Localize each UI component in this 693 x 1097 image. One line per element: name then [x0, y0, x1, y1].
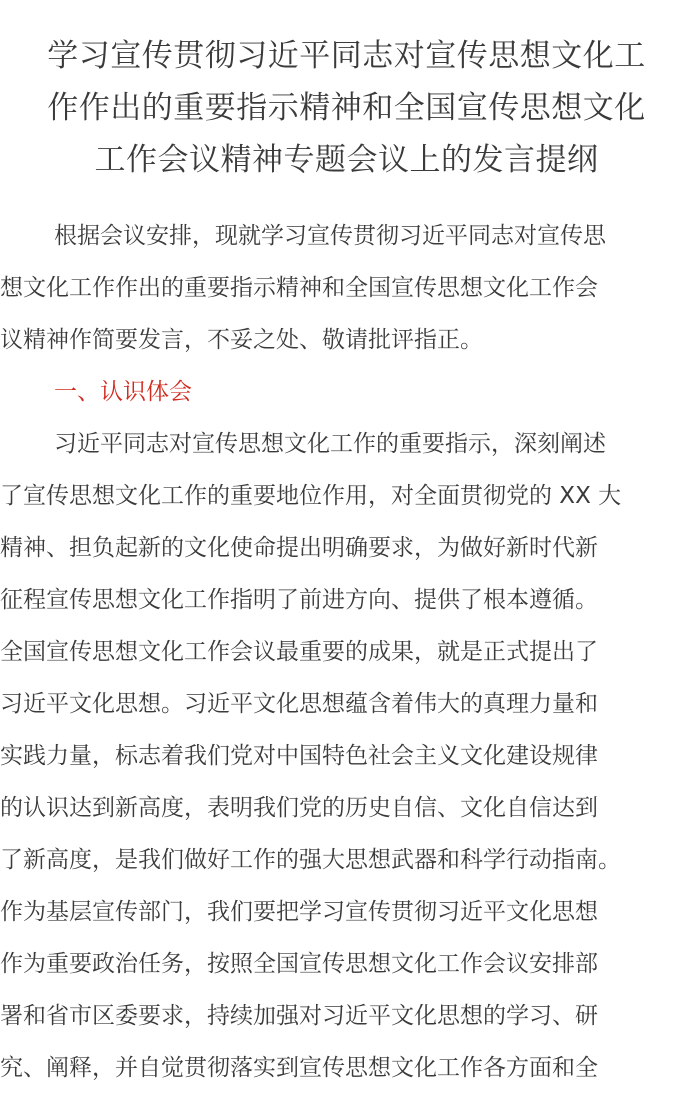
paragraph-line: 作为基层宣传部门，我们要把学习宣传贯彻习近平文化思想: [0, 899, 598, 925]
paragraph-line: 了宣传思想文化工作的重要地位作用，对全面贯彻党的 XX 大: [0, 483, 622, 509]
paragraph-line: 习近平同志对宣传思想文化工作的重要指示，深刻阐述: [54, 431, 606, 457]
paragraph-line: 实践力量，标志着我们党对中国特色社会主义文化建设规律: [0, 743, 598, 769]
paragraph-line: 作为重要政治任务，按照全国宣传思想文化工作会议安排部: [0, 951, 598, 977]
document-body: [0, 210, 693, 1094]
paragraph-line: 究、阐释，并自觉贯彻落实到宣传思想文化工作各方面和全: [0, 1055, 598, 1081]
paragraph-line: 征程宣传思想文化工作指明了前进方向、提供了根本遵循。: [0, 587, 598, 613]
document-title: [0, 30, 693, 186]
paragraph-line: 习近平文化思想。习近平文化思想蕴含着伟大的真理力量和: [0, 691, 598, 717]
paragraph-line: 的认识达到新高度，表明我们党的历史自信、文化自信达到: [0, 795, 598, 821]
intro-line: 议精神作简要发言，不妥之处、敬请批评指正。: [0, 327, 483, 353]
section-heading: 一、认识体会: [54, 379, 192, 405]
intro-line: 根据会议安排，现就学习宣传贯彻习近平同志对宣传思: [54, 223, 606, 249]
title-line: 工作会议精神专题会议上的发言提纲: [94, 142, 599, 178]
paragraph-line: 精神、担负起新的文化使命提出明确要求，为做好新时代新: [0, 535, 598, 561]
paragraph-line: 全国宣传思想文化工作会议最重要的成果，就是正式提出了: [0, 639, 598, 665]
paragraph-line: 署和省市区委要求，持续加强对习近平文化思想的学习、研: [0, 1003, 598, 1029]
title-line: 学习宣传贯彻习近平同志对宣传思想文化工: [47, 38, 646, 74]
intro-line: 想文化工作作出的重要指示精神和全国宣传思想文化工作会: [0, 275, 598, 301]
title-line: 作作出的重要指示精神和全国宣传思想文化: [47, 90, 646, 126]
paragraph-line: 了新高度，是我们做好工作的强大思想武器和科学行动指南。: [0, 847, 621, 873]
